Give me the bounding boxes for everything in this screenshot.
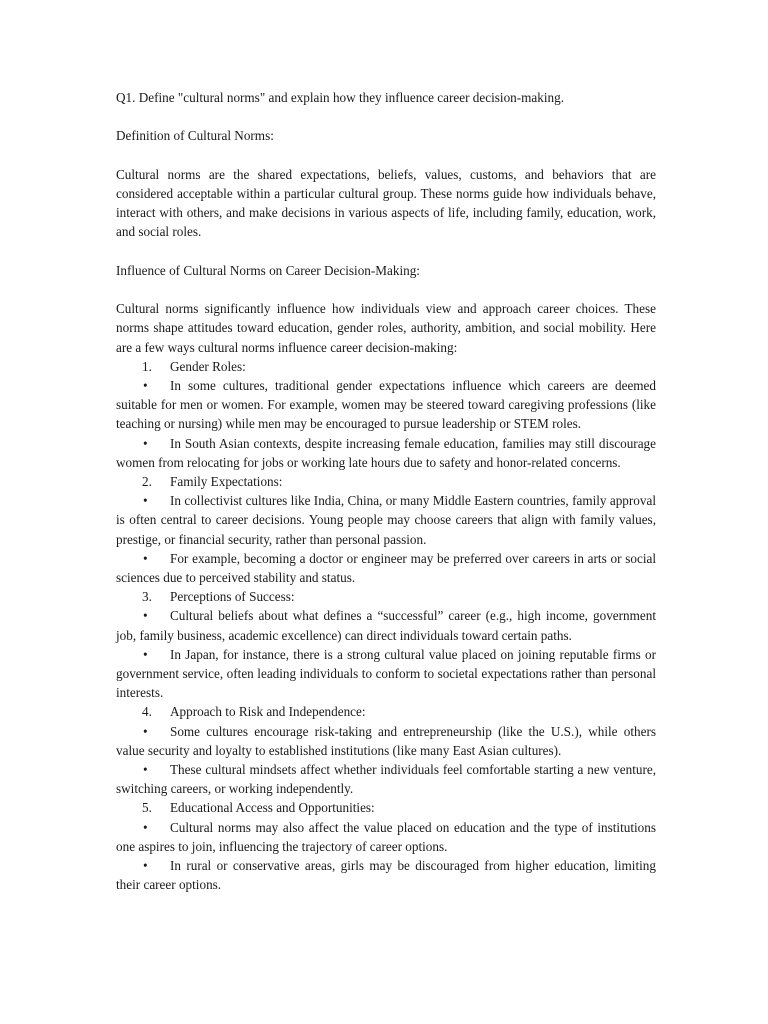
- bullet-item: [116, 645, 656, 703]
- bullet-item: [116, 856, 656, 894]
- list-item-perceptions-of-success: [116, 587, 656, 606]
- list-item-family-expectations: [116, 472, 656, 491]
- bullet-icon: •: [143, 819, 148, 835]
- bullet-icon: •: [143, 723, 148, 739]
- bullet-icon: •: [143, 858, 148, 874]
- numbered-list: [116, 357, 656, 895]
- bullet-item: [116, 722, 656, 760]
- list-number: 4.: [142, 704, 152, 720]
- list-item-risk-and-independence: [116, 702, 656, 721]
- bullet-text: In Japan, for instance, there is a strong cultural value placed on joining reputable firms or government service, often leading individuals to conform to societal expectations rather than personal interests.: [116, 646, 656, 701]
- bullet-item: [116, 434, 656, 472]
- bullet-text: In some cultures, traditional gender expectations influence which careers are deemed suitable for men or women. For example, women may be steered toward caregiving professions (like teaching or nursing) while men may be encouraged to pursue leadership or STEM roles.: [116, 377, 656, 432]
- list-item-gender-roles: [116, 357, 656, 376]
- list-number: 3.: [142, 589, 152, 605]
- bullet-text: In South Asian contexts, despite increasing female education, families may still discourage women from relocating for jobs or working late hours due to safety and honor-related concerns.: [116, 435, 656, 470]
- bullet-text: In rural or conservative areas, girls may be discouraged from higher education, limiting their career options.: [116, 858, 656, 893]
- list-item-title: Gender Roles:: [170, 358, 246, 374]
- bullet-item: [116, 491, 656, 549]
- influence-heading: Influence of Cultural Norms on Career Decision-Making:: [116, 262, 420, 278]
- document-page: [116, 88, 656, 894]
- definition-heading: Definition of Cultural Norms:: [116, 128, 274, 144]
- bullet-text: Some cultures encourage risk-taking and entrepreneurship (like the U.S.), while others value security and loyalty to established institutions (like many East Asian cultures).: [116, 723, 656, 758]
- bullet-icon: •: [143, 762, 148, 778]
- bullet-icon: •: [143, 435, 148, 451]
- bullet-text: In collectivist cultures like India, China, or many Middle Eastern countries, family approval is often central to career decisions. Young people may choose careers that align with family values, prestige, or financial security, rather than personal passion.: [116, 493, 656, 547]
- bullet-icon: •: [143, 550, 148, 566]
- bullet-item: [116, 760, 656, 798]
- question-heading: Q1. Define "cultural norms" and explain how they influence career decision-making.: [116, 90, 564, 105]
- bullet-item: [116, 376, 656, 434]
- list-number: 1.: [142, 358, 152, 374]
- definition-paragraph: Cultural norms are the shared expectations, beliefs, values, customs, and behaviors that are considered acceptable within a particular cultural group. These norms guide how individuals behave, interact with others, and make decisions in various aspects of life, including family, education, work, and social roles.: [116, 166, 656, 240]
- bullet-text: Cultural norms may also affect the value placed on education and the type of institutions one aspires to join, influencing the trajectory of career options.: [116, 819, 656, 854]
- bullet-item: [116, 818, 656, 856]
- bullet-icon: •: [143, 377, 148, 393]
- list-item-educational-access: [116, 798, 656, 817]
- bullet-item: [116, 606, 656, 644]
- bullet-icon: •: [143, 646, 148, 662]
- list-item-title: Educational Access and Opportunities:: [170, 800, 375, 816]
- list-item-title: Perceptions of Success:: [170, 589, 295, 605]
- list-number: 5.: [142, 800, 152, 816]
- influence-intro-paragraph: Cultural norms significantly influence how individuals view and approach career choices. These norms shape attitudes toward education, gender roles, authority, ambition, and social mobility. Here are a few ways cultural norms influence career decision-making:: [116, 301, 656, 355]
- bullet-text: For example, becoming a doctor or engineer may be preferred over careers in arts or social sciences due to perceived stability and status.: [116, 550, 656, 586]
- list-item-title: Family Expectations:: [170, 474, 283, 489]
- bullet-icon: •: [143, 493, 148, 509]
- bullet-icon: •: [143, 608, 148, 624]
- bullet-text: Cultural beliefs about what defines a “successful” career (e.g., high income, government job, family business, academic excellence) can direct individuals toward certain paths.: [116, 608, 656, 643]
- list-number: 2.: [142, 474, 152, 489]
- bullet-text: These cultural mindsets affect whether individuals feel comfortable starting a new venture, switching careers, or working independently.: [116, 762, 656, 797]
- list-item-title: Approach to Risk and Independence:: [170, 704, 366, 720]
- bullet-item: [116, 549, 656, 587]
